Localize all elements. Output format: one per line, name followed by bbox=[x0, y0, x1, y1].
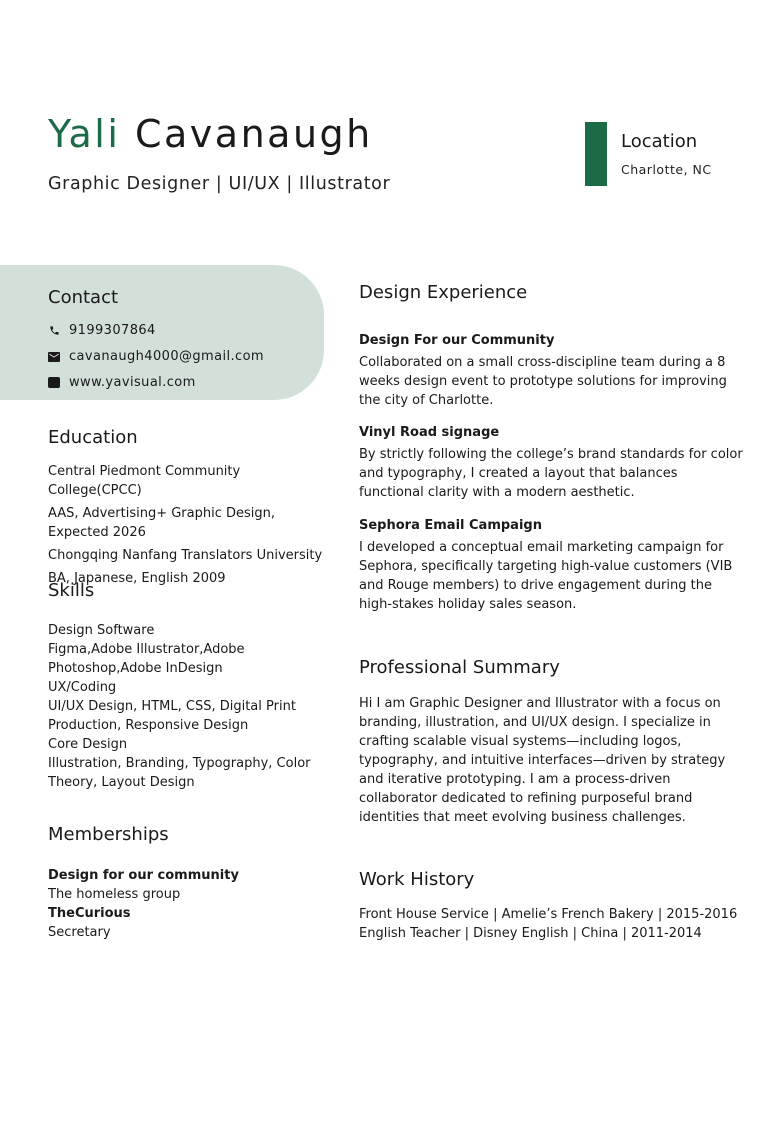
education-school-2: Chongqing Nanfang Translators University bbox=[48, 548, 323, 563]
summary-text: Hi I am Graphic Designer and Illustrator with a focus on branding, illustration, and UI/UX design. I specialize in crafting scalable visual systems—including logos, typography, and intuitive interfaces—driven by strategy and iterative prototyping. I am a process-driven collaborator dedicated to refining purposeful brand identities that meet evolving business challenges. bbox=[359, 696, 726, 825]
website-link[interactable]: www.yavisual.com bbox=[69, 375, 196, 390]
location-value: Charlotte, NC bbox=[621, 162, 712, 177]
location-accent-bar bbox=[585, 122, 607, 186]
education-school-1: Central Piedmont Community College(CPCC) bbox=[48, 464, 241, 498]
experience-item bbox=[359, 331, 744, 410]
work-history-heading: Work History bbox=[359, 869, 475, 890]
resume-name bbox=[48, 112, 373, 156]
experience-item bbox=[359, 516, 744, 614]
skills-category: Design Software bbox=[48, 623, 155, 638]
email-icon bbox=[48, 351, 60, 363]
work-history-list bbox=[359, 905, 744, 943]
membership-name: Design for our community bbox=[48, 868, 239, 883]
memberships-heading: Memberships bbox=[48, 824, 169, 845]
skills-list bbox=[48, 621, 333, 792]
education-heading: Education bbox=[48, 427, 138, 448]
contact-website bbox=[48, 375, 196, 390]
phone-link[interactable]: 9199307864 bbox=[69, 323, 156, 338]
phone-icon bbox=[48, 325, 60, 337]
job-title-tagline: Graphic Designer | UI/UX | Illustrator bbox=[48, 174, 391, 194]
education-list bbox=[48, 462, 333, 588]
skills-detail: UI/UX Design, HTML, CSS, Digital Print Production, Responsive Design bbox=[48, 699, 296, 733]
experience-description: Collaborated on a small cross-discipline team during a 8 weeks design event to prototype solutions for improving the city of Charlotte. bbox=[359, 355, 727, 408]
last-name: Cavanaugh bbox=[134, 112, 373, 156]
skills-detail: Figma,Adobe Illustrator,Adobe Photoshop,Adobe InDesign bbox=[48, 642, 245, 676]
location-label: Location bbox=[621, 131, 698, 152]
first-name: Yali bbox=[48, 112, 121, 156]
experience-heading: Design Experience bbox=[359, 282, 528, 303]
skills-detail: Illustration, Branding, Typography, Color Theory, Layout Design bbox=[48, 756, 311, 790]
memberships-list bbox=[48, 866, 333, 942]
skills-heading: Skills bbox=[48, 580, 95, 601]
membership-name: TheCurious bbox=[48, 906, 131, 921]
experience-title: Vinyl Road signage bbox=[359, 425, 500, 440]
education-degree-2: BA, Japanese, English 2009 bbox=[48, 571, 226, 586]
email-link[interactable]: cavanaugh4000@gmail.com bbox=[69, 349, 264, 364]
work-history-entry: English Teacher | Disney English | China | 2011-2014 bbox=[359, 926, 702, 941]
summary-heading: Professional Summary bbox=[359, 657, 560, 678]
web-icon bbox=[48, 377, 60, 389]
experience-item bbox=[359, 423, 744, 502]
education-degree-1: AAS, Advertising+ Graphic Design, Expected 2026 bbox=[48, 506, 276, 540]
experience-title: Sephora Email Campaign bbox=[359, 518, 542, 533]
experience-description: By strictly following the college’s brand standards for color and typography, I created a layout that balances functional clarity with a modern aesthetic. bbox=[359, 447, 743, 500]
membership-role: The homeless group bbox=[48, 887, 181, 902]
contact-heading: Contact bbox=[48, 287, 119, 308]
experience-title: Design For our Community bbox=[359, 333, 555, 348]
contact-phone bbox=[48, 323, 156, 338]
skills-category: Core Design bbox=[48, 737, 128, 752]
skills-category: UX/Coding bbox=[48, 680, 117, 695]
work-history-entry: Front House Service | Amelie’s French Bakery | 2015-2016 bbox=[359, 907, 738, 922]
membership-role: Secretary bbox=[48, 925, 111, 940]
contact-email bbox=[48, 349, 264, 364]
experience-description: I developed a conceptual email marketing campaign for Sephora, specifically targeting high-value customers (VIB and Rouge members) to drive engagement during the high-stakes holiday sales season. bbox=[359, 540, 733, 612]
